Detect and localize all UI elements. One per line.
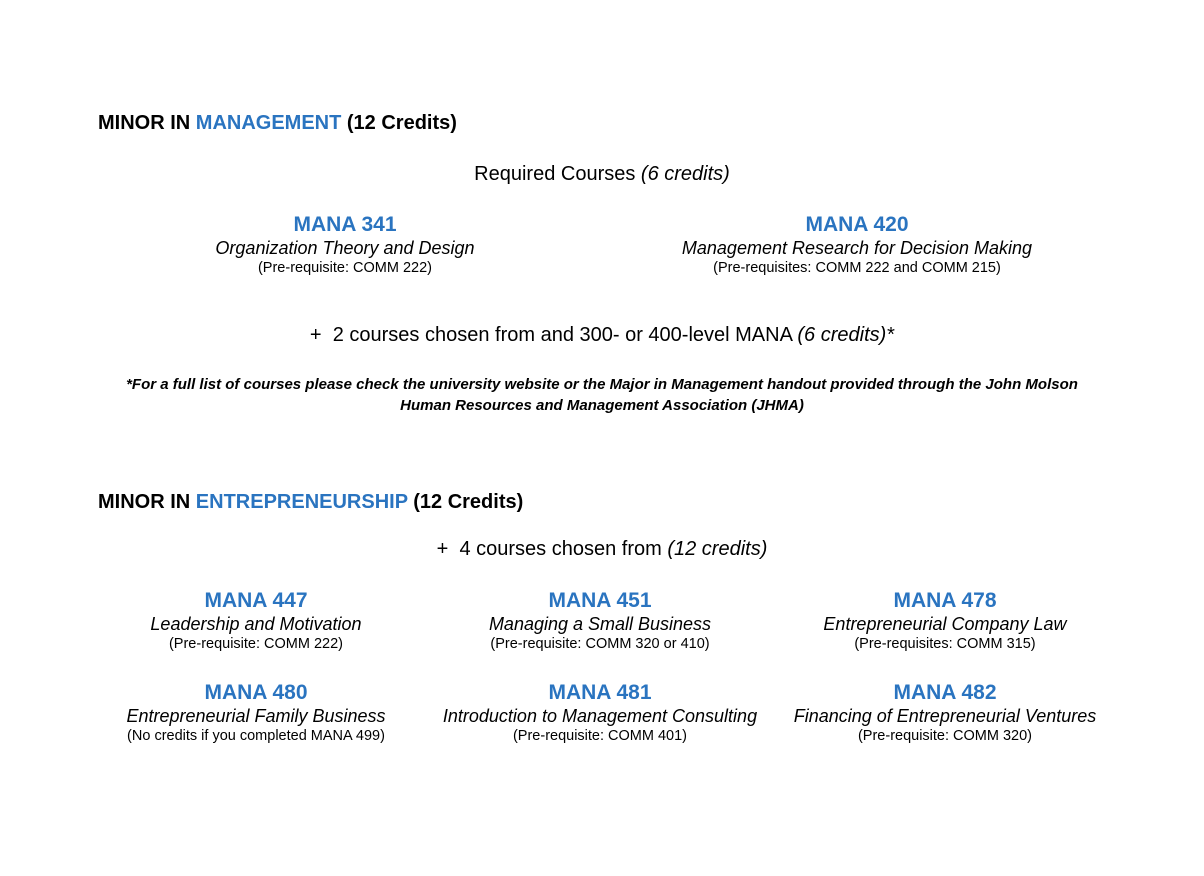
course-prerequisite: (No credits if you completed MANA 499) xyxy=(127,728,385,744)
management-elective-line: + 2 courses chosen from and 300- or 400-level MANA (6 credits)* xyxy=(309,324,895,346)
course-title: Leadership and Motivation xyxy=(150,614,362,634)
course-prerequisite: (Pre-requisite: COMM 222) xyxy=(257,260,433,276)
course-code: MANA 451 xyxy=(548,589,652,612)
course-mana-482 xyxy=(770,680,1120,745)
course-mana-420 xyxy=(637,212,1077,277)
management-heading: MINOR IN MANAGEMENT (12 Credits) xyxy=(98,112,457,134)
course-code: MANA 478 xyxy=(893,589,997,612)
entrepreneurship-choose-line: + 4 courses chosen from (12 credits) xyxy=(436,538,768,560)
management-footnote: *For a full list of courses please check the university website or the Major in Management handout provided through the John Molson Human Resources and Management Association (JHMA) xyxy=(126,376,1078,414)
course-title: Management Research for Decision Making xyxy=(681,238,1033,258)
course-prerequisite: (Pre-requisite: COMM 320 or 410) xyxy=(490,636,710,652)
course-title: Introduction to Management Consulting xyxy=(442,706,758,726)
course-code: MANA 482 xyxy=(893,681,997,704)
course-mana-451 xyxy=(430,588,770,653)
course-code: MANA 420 xyxy=(805,213,909,236)
course-code: MANA 447 xyxy=(204,589,308,612)
course-mana-478 xyxy=(775,588,1115,653)
course-code: MANA 480 xyxy=(204,681,308,704)
course-prerequisite: (Pre-requisite: COMM 401) xyxy=(512,728,688,744)
course-prerequisite: (Pre-requisites: COMM 222 and COMM 215) xyxy=(713,260,1001,276)
course-title: Entrepreneurial Company Law xyxy=(823,614,1067,634)
course-title: Entrepreneurial Family Business xyxy=(126,706,386,726)
course-mana-481 xyxy=(420,680,780,745)
course-mana-341 xyxy=(145,212,545,277)
course-title: Managing a Small Business xyxy=(488,614,712,634)
course-prerequisite: (Pre-requisite: COMM 222) xyxy=(168,636,344,652)
course-prerequisite: (Pre-requisite: COMM 320) xyxy=(857,728,1033,744)
entrepreneurship-heading: MINOR IN ENTREPRENEURSHIP (12 Credits) xyxy=(98,491,524,513)
management-heading-highlight: MANAGEMENT xyxy=(195,112,342,134)
course-title: Organization Theory and Design xyxy=(215,238,475,258)
course-prerequisite: (Pre-requisites: COMM 315) xyxy=(854,636,1036,652)
course-title: Financing of Entrepreneurial Ventures xyxy=(793,706,1097,726)
required-courses-label: Required Courses (6 credits) xyxy=(474,163,730,185)
course-code: MANA 341 xyxy=(293,213,397,236)
course-mana-480 xyxy=(96,680,416,745)
course-mana-447 xyxy=(96,588,416,653)
course-code: MANA 481 xyxy=(548,681,652,704)
entrepreneurship-heading-highlight: ENTREPRENEURSHIP xyxy=(195,491,408,513)
